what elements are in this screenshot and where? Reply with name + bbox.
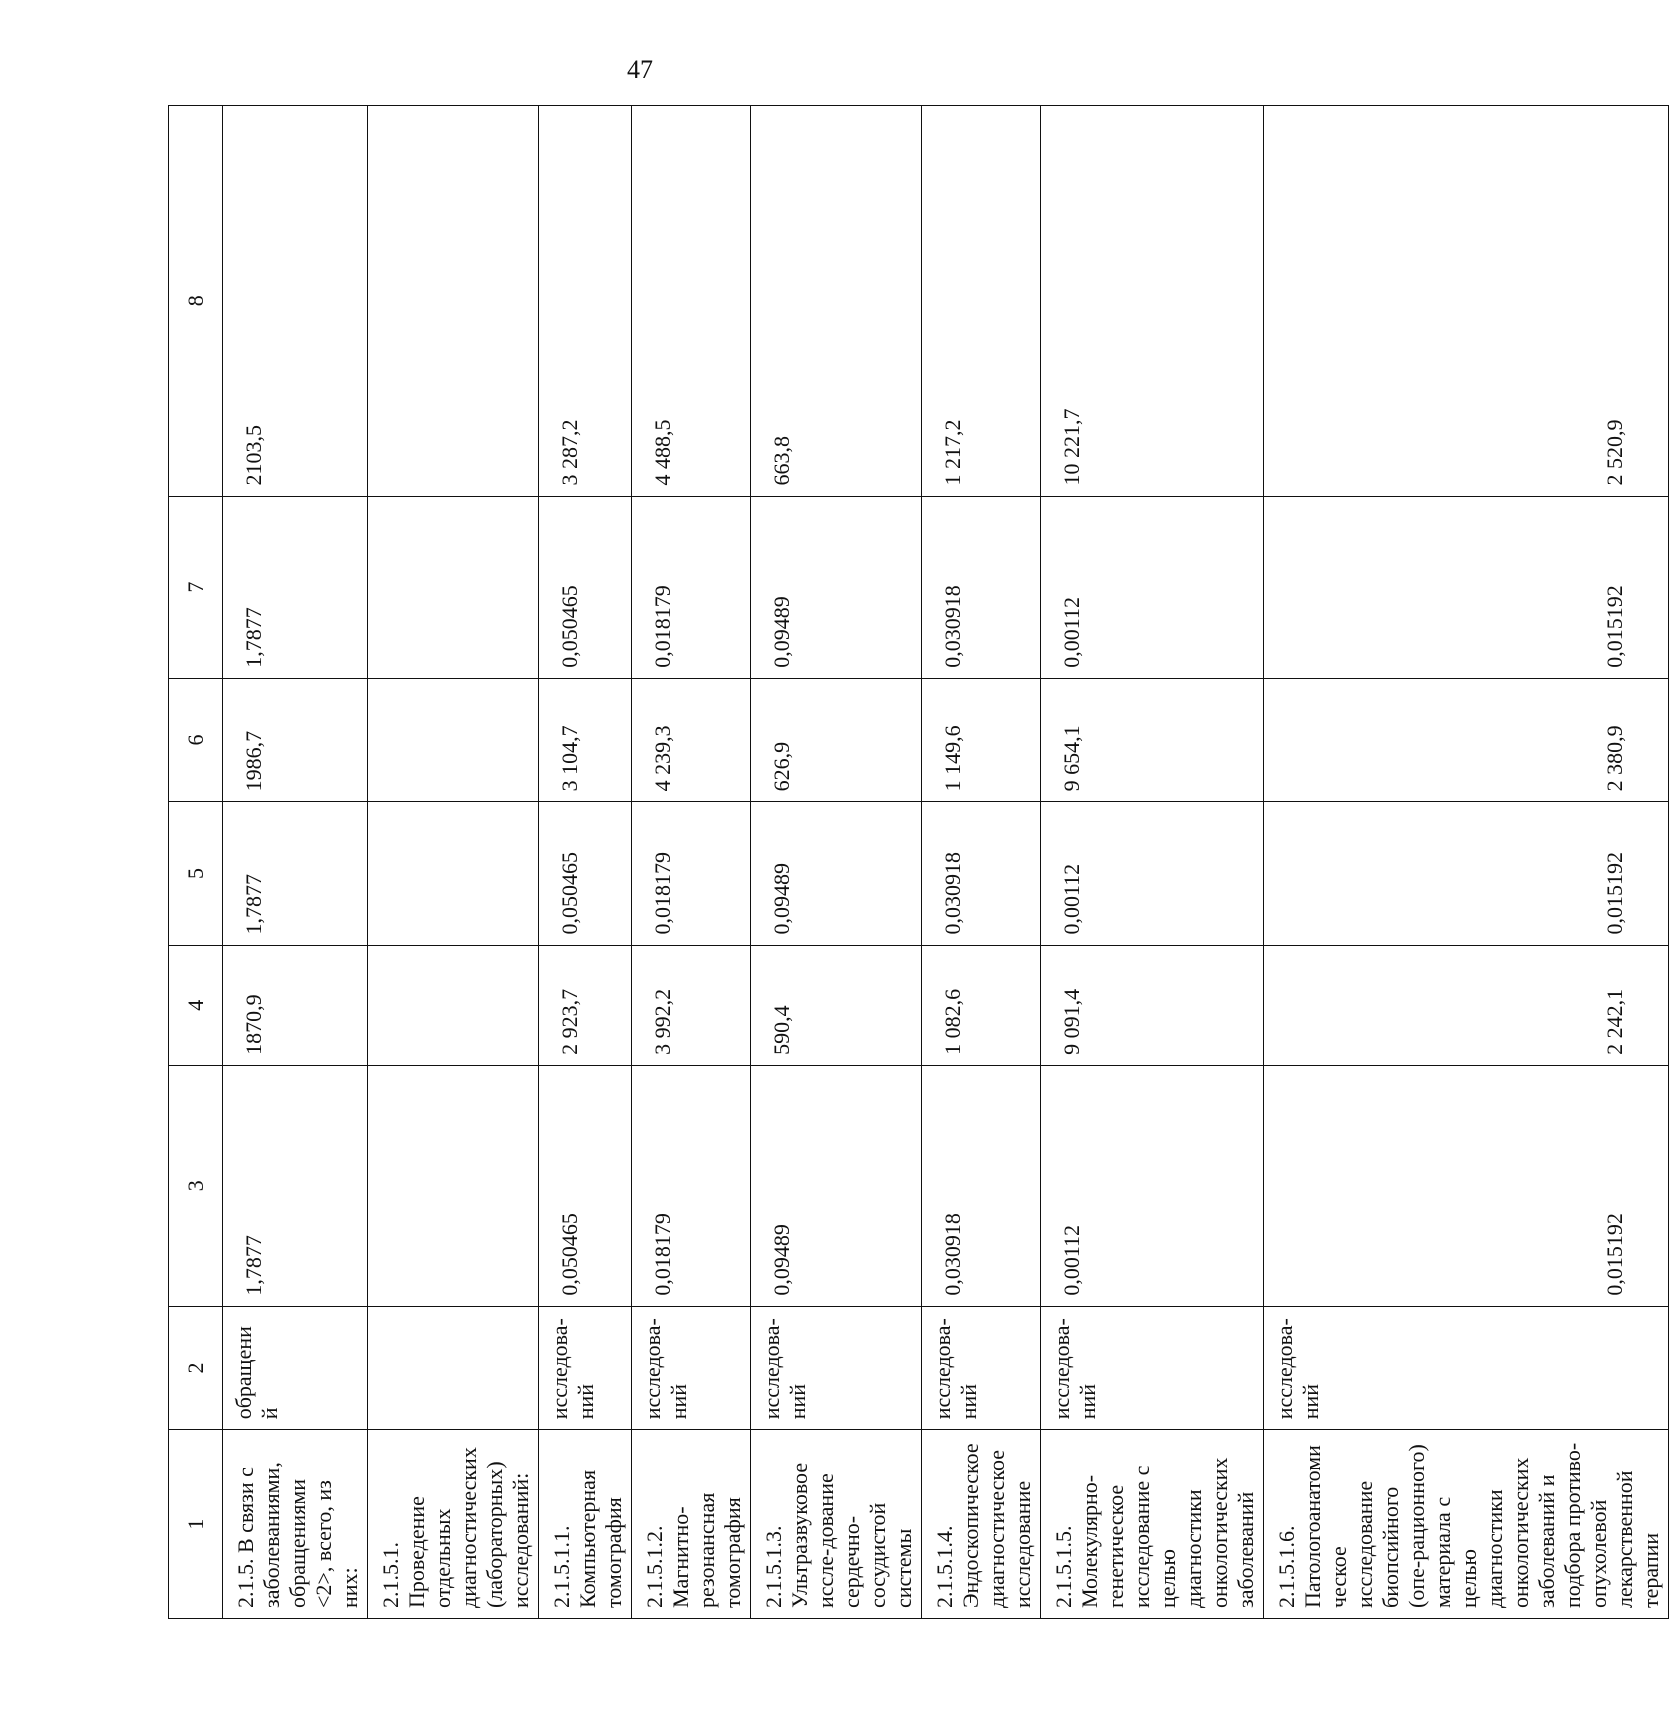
cell-c8: 4 488,5 <box>632 106 751 497</box>
cell-c4: 2 242,1 <box>1264 945 1669 1065</box>
cell-c6: 3 104,7 <box>539 678 632 802</box>
cell-c4: 3 992,2 <box>632 945 751 1065</box>
unit-cell: исследова-ний <box>1264 1306 1669 1430</box>
table-body <box>169 106 1669 1619</box>
cell-c4: 590,4 <box>751 945 922 1065</box>
cell-c5: 0,030918 <box>922 802 1041 945</box>
row-name-cell: 2.1.5.1.5. Молекулярно-генетическое исследование с целью диагностики онкологических заболеваний <box>1041 1430 1264 1619</box>
cell-c5: 0,09489 <box>751 802 922 945</box>
cell-c6: 626,9 <box>751 678 922 802</box>
row-name-cell: 2.1.5.1.6. Патологоанатомическое исследование биопсийного (опе-рационного) материала с целью диагностики онкологических заболеваний и подбора противо-опухолевой лекарственной терапии <box>1264 1430 1669 1619</box>
cell-c7: 0,00112 <box>1041 496 1264 678</box>
cell-c5: 0,00112 <box>1041 802 1264 945</box>
cell-c6: 1 149,6 <box>922 678 1041 802</box>
cell-c7 <box>368 496 539 678</box>
column-header-3: 3 <box>169 1065 223 1306</box>
cell-c4: 1 082,6 <box>922 945 1041 1065</box>
column-header-2: 2 <box>169 1306 223 1430</box>
cell-c3: 0,00112 <box>1041 1065 1264 1306</box>
unit-cell: исследова-ний <box>751 1306 922 1430</box>
unit-cell: исследова-ний <box>632 1306 751 1430</box>
rotated-table-container <box>168 105 1663 1619</box>
cell-c8: 3 287,2 <box>539 106 632 497</box>
tariff-table <box>168 105 1669 1619</box>
unit-cell <box>368 1306 539 1430</box>
table-row <box>632 106 751 1619</box>
table-row <box>922 106 1041 1619</box>
unit-cell: исследова-ний <box>539 1306 632 1430</box>
cell-c6: 1986,7 <box>223 678 368 802</box>
unit-cell: исследова-ний <box>922 1306 1041 1430</box>
cell-c6 <box>368 678 539 802</box>
page-number: 47 <box>627 55 653 84</box>
column-header-5: 5 <box>169 802 223 945</box>
cell-c3: 0,018179 <box>632 1065 751 1306</box>
cell-c8: 2103,5 <box>223 106 368 497</box>
cell-c3: 0,050465 <box>539 1065 632 1306</box>
header-row <box>169 106 223 1619</box>
row-name-cell: 2.1.5.1.4. Эндоскопическое диагностическое исследование <box>922 1430 1041 1619</box>
cell-c8: 2 520,9 <box>1264 106 1669 497</box>
cell-c3: 0,09489 <box>751 1065 922 1306</box>
cell-c5: 0,050465 <box>539 802 632 945</box>
cell-c3 <box>368 1065 539 1306</box>
unit-cell: обращений <box>223 1306 368 1430</box>
column-header-6: 6 <box>169 678 223 802</box>
cell-c8: 663,8 <box>751 106 922 497</box>
table-row <box>1041 106 1264 1619</box>
table-row <box>539 106 632 1619</box>
cell-c5: 0,018179 <box>632 802 751 945</box>
table-row <box>368 106 539 1619</box>
cell-c3: 0,015192 <box>1264 1065 1669 1306</box>
cell-c6: 9 654,1 <box>1041 678 1264 802</box>
cell-c7: 1,7877 <box>223 496 368 678</box>
cell-c7: 0,015192 <box>1264 496 1669 678</box>
row-name-cell: 2.1.5. В связи с заболеваниями, обращениями <2>, всего, из них: <box>223 1430 368 1619</box>
column-header-7: 7 <box>169 496 223 678</box>
cell-c8: 10 221,7 <box>1041 106 1264 497</box>
cell-c3: 0,030918 <box>922 1065 1041 1306</box>
cell-c4: 1870,9 <box>223 945 368 1065</box>
table-row <box>751 106 922 1619</box>
cell-c4: 2 923,7 <box>539 945 632 1065</box>
column-header-4: 4 <box>169 945 223 1065</box>
cell-c7: 0,050465 <box>539 496 632 678</box>
cell-c4 <box>368 945 539 1065</box>
cell-c5 <box>368 802 539 945</box>
table-row <box>223 106 368 1619</box>
cell-c5: 0,015192 <box>1264 802 1669 945</box>
row-name-cell: 2.1.5.1.1. Компьютерная томография <box>539 1430 632 1619</box>
cell-c3: 1,7877 <box>223 1065 368 1306</box>
cell-c8: 1 217,2 <box>922 106 1041 497</box>
table-row <box>1264 106 1669 1619</box>
cell-c5: 1,7877 <box>223 802 368 945</box>
cell-c6: 2 380,9 <box>1264 678 1669 802</box>
cell-c4: 9 091,4 <box>1041 945 1264 1065</box>
column-header-8: 8 <box>169 106 223 497</box>
cell-c6: 4 239,3 <box>632 678 751 802</box>
row-name-cell: 2.1.5.1. Проведение отдельных диагностических (лабораторных) исследований: <box>368 1430 539 1619</box>
cell-c7: 0,09489 <box>751 496 922 678</box>
column-header-1: 1 <box>169 1430 223 1619</box>
cell-c7: 0,018179 <box>632 496 751 678</box>
unit-cell: исследова-ний <box>1041 1306 1264 1430</box>
cell-c7: 0,030918 <box>922 496 1041 678</box>
row-name-cell: 2.1.5.1.3. Ультразвуковое иссле-дование сердечно-сосудистой системы <box>751 1430 922 1619</box>
cell-c8 <box>368 106 539 497</box>
row-name-cell: 2.1.5.1.2. Магнитно-резонансная томография <box>632 1430 751 1619</box>
